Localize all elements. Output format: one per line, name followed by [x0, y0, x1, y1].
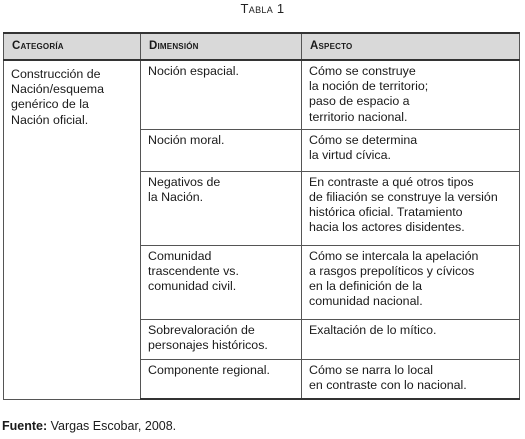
- table-header-row: [4, 33, 520, 60]
- dimension-cell: Sobrevaloración de personajes históricos.: [141, 319, 302, 359]
- data-table: [3, 32, 520, 400]
- header-categoria: Categoría: [4, 33, 141, 60]
- table-row: [4, 60, 520, 129]
- dimension-cell: Comunidad trascendente vs. comunidad civil.: [141, 245, 302, 319]
- aspecto-cell: Cómo se construye la noción de territorio; paso de espacio a territorio nacional.: [302, 60, 520, 129]
- table-caption: Tabla 1: [240, 1, 285, 16]
- aspecto-cell: Exaltación de lo mítico.: [302, 319, 520, 359]
- aspecto-cell: Cómo se intercala la apelación a rasgos prepolíticos y cívicos en la definición de la comunidad nacional.: [302, 245, 520, 319]
- aspecto-cell: En contraste a qué otros tipos de filiación se construye la versión histórica oficial. Tratamiento hacia los actores disidentes.: [302, 171, 520, 245]
- header-dimension: Dimensión: [141, 33, 302, 60]
- source-text: Vargas Escobar, 2008.: [47, 419, 177, 433]
- categoria-cell: Construcción de Nación/esquema genérico de la Nación oficial.: [4, 60, 141, 399]
- dimension-cell: Noción espacial.: [141, 60, 302, 129]
- source-label: Fuente:: [2, 419, 48, 433]
- dimension-cell: Componente regional.: [141, 359, 302, 399]
- dimension-cell: Noción moral.: [141, 129, 302, 171]
- header-aspecto: Aspecto: [302, 33, 520, 60]
- aspecto-cell: Cómo se determina la virtud cívica.: [302, 129, 520, 171]
- aspecto-cell: Cómo se narra lo local en contraste con lo nacional.: [302, 359, 520, 399]
- source-note: [2, 419, 176, 433]
- dimension-cell: Negativos de la Nación.: [141, 171, 302, 245]
